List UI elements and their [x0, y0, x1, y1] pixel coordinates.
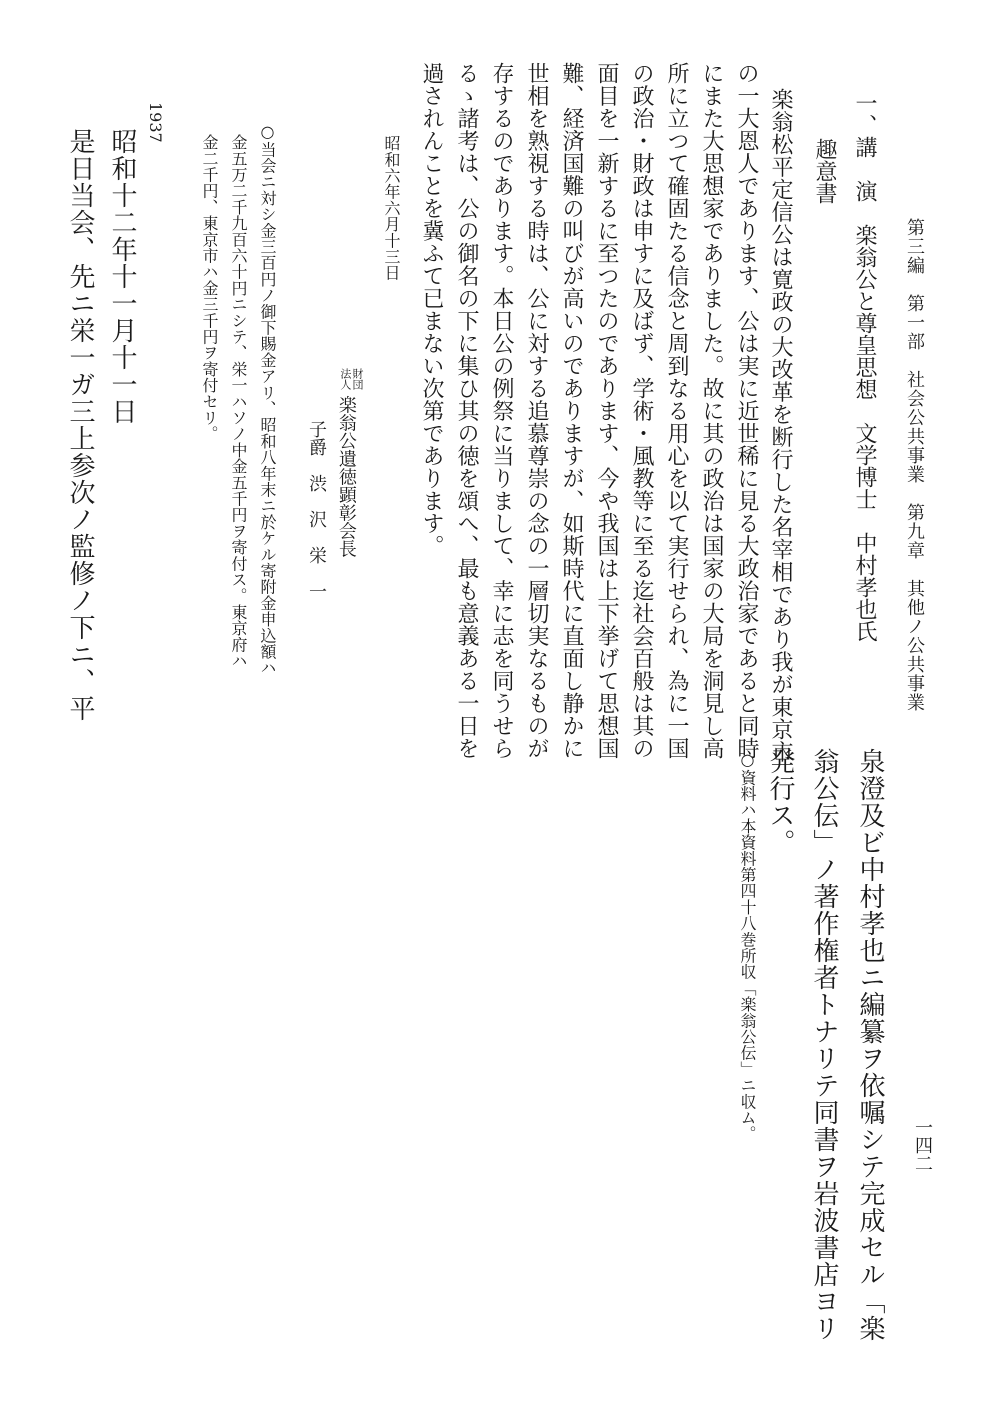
year-marker: 1937: [146, 102, 165, 143]
lecture-line: の一大恩人であります、公は実に近世稀に見る大政治家であると同時: [734, 62, 759, 760]
lecture-line: 所に立つて確固たる信念と周到なる用心を以て実行せられ、為に一国: [664, 62, 689, 760]
header-hen: 第三編: [904, 218, 925, 275]
lecture-line: にまた大思想家でありました。故に其の政治は国家の大局を洞見し高: [699, 62, 724, 760]
lecture-line: 世相を熟視する時は、公に対する追慕尊崇の念の一層切実なるものが: [524, 62, 549, 760]
lecture-heading: 一、講 演 楽翁公と尊皇思想 文学博士 中村孝也氏: [852, 92, 877, 642]
continuation-note: ○資料ハ本資料第四十八巻所収「楽翁公伝」ニ収ム。: [738, 750, 757, 1142]
organization-line: [337, 368, 363, 558]
header-bu: 第一部: [904, 294, 925, 351]
lecture-line: るゝ諸考は、公の御名の下に集ひ其の徳を頌へ、最も意義ある一日を: [454, 62, 479, 760]
header-chapter-title: 其他ノ公共事業: [904, 579, 925, 712]
org-name: 楽翁公遺徳顕彰会長: [335, 395, 357, 558]
entry-text: 是日当会、先ニ栄一ガ三上参次ノ監修ノ下ニ、平: [65, 128, 95, 722]
lecture-line: 楽翁松平定信公は寛政の大改革を断行した名宰相であり我が東京市: [768, 88, 793, 763]
lecture-line: 過されんことを冀ふて已まない次第であります。: [419, 62, 444, 557]
org-prefix-1: 財団: [351, 368, 364, 390]
signer: 子爵 渋 沢 栄 一: [306, 420, 327, 600]
lecture-line: 面目を一新するに至つたのであります、今や我国は上下挙げて思想国: [594, 62, 619, 760]
org-prefix: [339, 368, 363, 390]
entry-date: 昭和十二年十一月十一日: [107, 128, 137, 425]
note-line: 金五万二千九百六十円ニシテ、栄一ハソノ中金五千円ヲ寄付ス。東京府ハ: [229, 134, 248, 669]
lecture-date: 昭和六年六月十三日: [382, 135, 401, 281]
note-line: 金二千円、東京市ハ金三千円ヲ寄付セリ。: [200, 134, 219, 442]
lecture-line: 難、経済国難の叫びが高いのでありますが、如斯時代に直面し静かに: [559, 62, 584, 760]
org-prefix-2: 法人: [338, 368, 352, 390]
page-number: 一四二: [912, 1118, 933, 1172]
shuisho-heading: 趣意書: [812, 138, 837, 204]
continuation-line: 発行ス。: [765, 748, 795, 856]
note-line: ○当会ニ対シ金三百円ノ御下賜金アリ、昭和八年末ニ於ケル寄附金申込額ハ: [258, 122, 277, 676]
header-chapter: 第九章: [904, 503, 925, 560]
continuation-line: 翁公伝」ノ著作権者トナリテ同書ヲ岩波書店ヨリ: [809, 748, 839, 1342]
continuation-line: 泉澄及ビ中村孝也ニ編纂ヲ依嘱シテ完成セル「楽: [855, 748, 885, 1342]
header-section: 社会公共事業: [904, 370, 925, 484]
lecture-line: 存するのであります。本日公の例祭に当りまして、幸に志を同うせら: [489, 62, 514, 760]
lecture-line: の政治・財政は申すに及ばず、学術・風教等に至る迄社会百般は其の: [629, 62, 654, 760]
running-header: [905, 218, 923, 712]
